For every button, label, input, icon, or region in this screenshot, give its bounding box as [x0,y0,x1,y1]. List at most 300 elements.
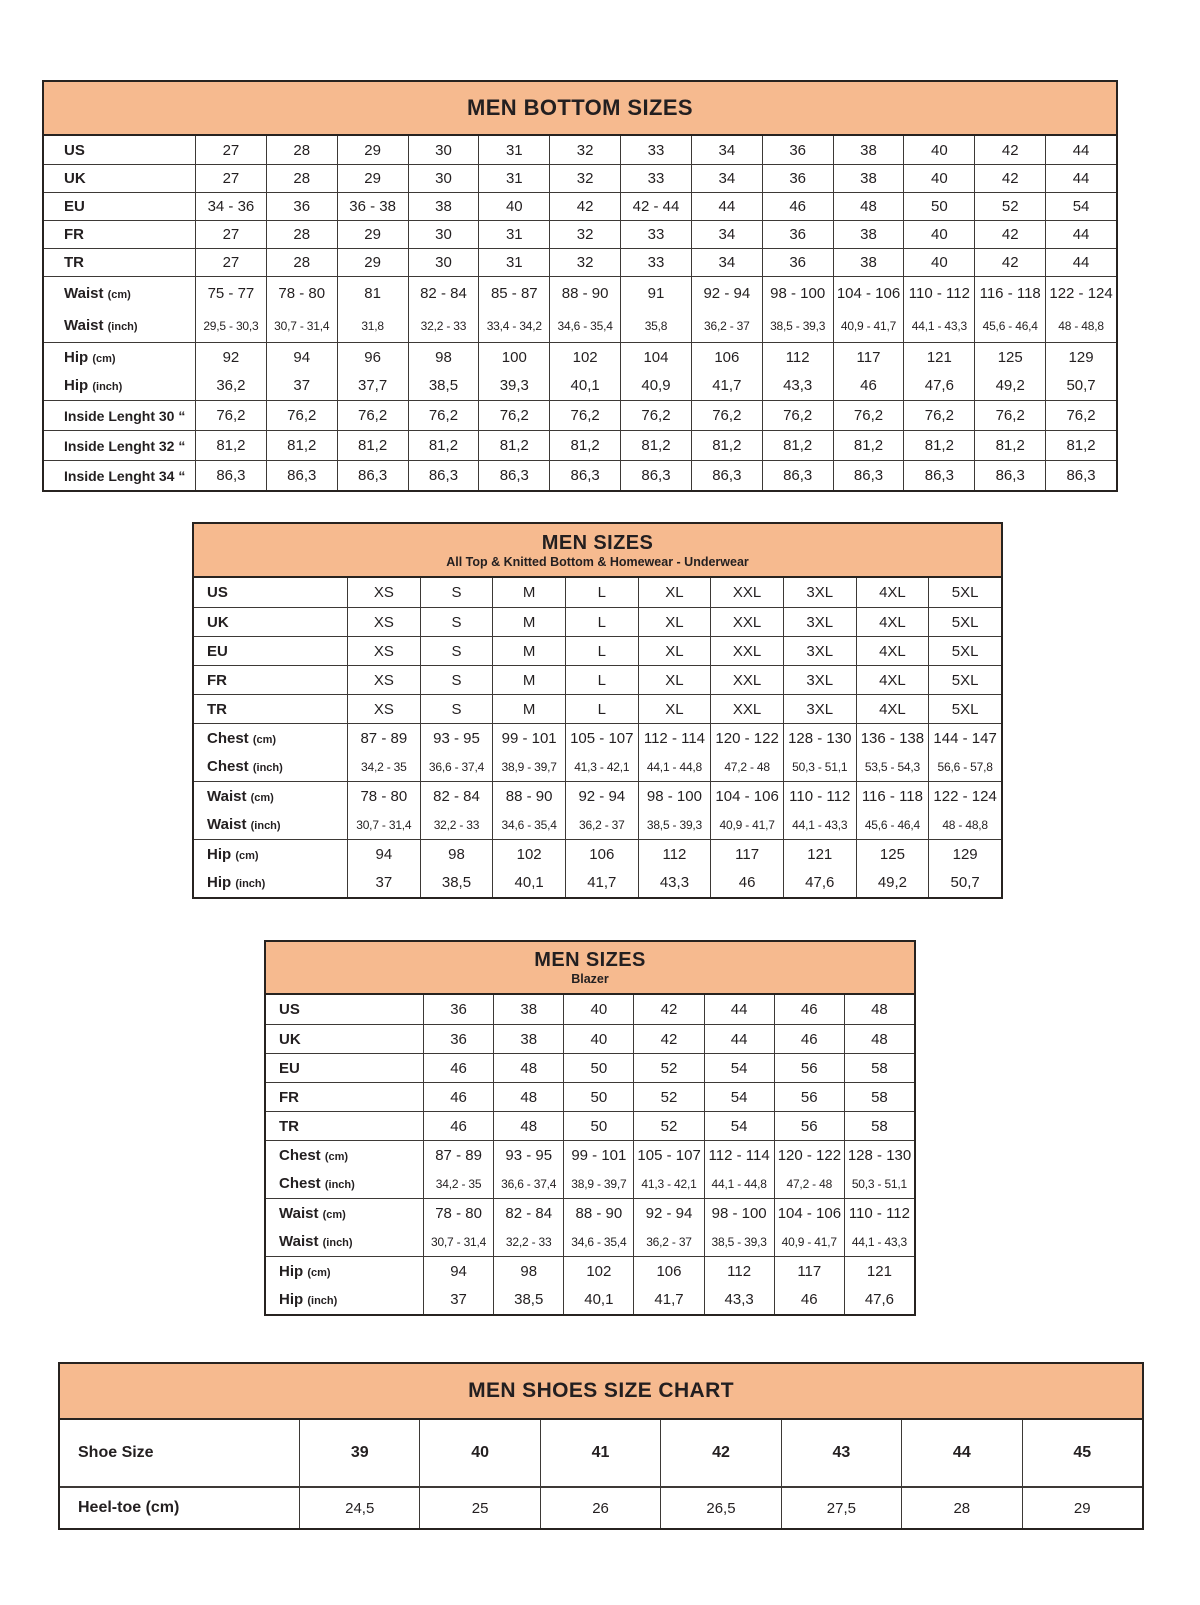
size-cell: 32 [549,248,620,276]
size-cell: 56,6 - 57,8 [928,752,1001,781]
size-cell: 36,2 - 37 [633,1227,703,1256]
size-cell: M [492,607,565,636]
size-cell: 58 [844,1053,914,1082]
size-cell: 29 [337,248,408,276]
size-cell: 40 [419,1420,539,1486]
size-cell: 40,9 - 41,7 [833,309,904,342]
size-cell: 82 - 84 [408,276,479,309]
size-cell: S [420,607,493,636]
size-cell: 125 [856,839,929,868]
size-cell: XS [347,578,420,607]
size-cell: 24,5 [299,1486,419,1528]
size-cell: 42 [974,164,1045,192]
table-subtitle: Blazer [571,972,609,986]
row-label-text: FR [64,226,84,243]
size-cell: 41,3 - 42,1 [633,1169,703,1198]
row-label-text: Waist [279,1233,319,1250]
size-cell: 104 - 106 [774,1198,844,1227]
row-label-text: US [207,584,228,601]
row-label-text: Hip [279,1291,304,1308]
size-cell: 40 [478,192,549,220]
size-cell: 48 [844,995,914,1024]
row-label [266,1082,423,1111]
size-cell: 86,3 [195,460,266,490]
row-label-unit: (cm) [250,791,274,804]
size-cell: 92 - 94 [691,276,762,309]
table-row [266,1256,914,1285]
size-cell: 38,5 [408,371,479,400]
size-cell: 125 [974,342,1045,371]
size-cell: 78 - 80 [423,1198,493,1227]
size-cell: 112 [704,1256,774,1285]
size-cell: 45 [1022,1420,1142,1486]
size-cell: 5XL [928,578,1001,607]
size-cell: 34,6 - 35,4 [549,309,620,342]
size-cell: 50,7 [928,868,1001,897]
size-cell: 44,1 - 43,3 [783,810,856,839]
row-label [44,220,195,248]
size-cell: 48 - 48,8 [1045,309,1116,342]
men-bottom-sizes-grid [42,80,1118,492]
row-label [266,1285,423,1314]
table-row [194,694,1001,723]
size-cell: 86,3 [691,460,762,490]
table-row [194,752,1001,781]
size-cell: 34,2 - 35 [347,752,420,781]
row-label [194,839,347,868]
row-label-unit: (cm) [322,1208,346,1221]
size-cell: 100 [478,342,549,371]
size-cell: 36 [266,192,337,220]
size-cell: 38 [833,164,904,192]
size-cell: 48 [844,1024,914,1053]
row-label-unit: (inch) [107,321,138,333]
size-cell: 91 [620,276,691,309]
size-cell: 40 [563,1024,633,1053]
size-cell: XL [638,578,711,607]
size-cell: 47,2 - 48 [774,1169,844,1198]
size-cell: 38 [833,136,904,164]
table-header [266,942,914,995]
size-cell: 81 [337,276,408,309]
table-row [194,868,1001,897]
size-cell: 33,4 - 34,2 [478,309,549,342]
size-cell: 112 [638,839,711,868]
size-cell: 30,7 - 31,4 [266,309,337,342]
size-cell: 46 [710,868,783,897]
size-cell: 41,3 - 42,1 [565,752,638,781]
size-cell: L [565,578,638,607]
size-cell: 76,2 [974,400,1045,430]
size-cell: 37 [347,868,420,897]
size-cell: 42 [660,1420,780,1486]
size-cell: 36,2 [195,371,266,400]
row-label-text: Waist [64,317,104,334]
size-cell: 81,2 [408,430,479,460]
size-cell: XXL [710,636,783,665]
size-cell: 117 [774,1256,844,1285]
size-cell: 44,1 - 43,3 [844,1227,914,1256]
size-cell: 47,2 - 48 [710,752,783,781]
size-cell: 75 - 77 [195,276,266,309]
table-row [194,665,1001,694]
row-label-text: Shoe Size [78,1444,154,1461]
size-cell: 76,2 [833,400,904,430]
size-cell: 37,7 [337,371,408,400]
men-shoes-table [58,1362,1144,1530]
row-label [266,1198,423,1227]
row-label [266,1024,423,1053]
size-cell: 38,5 - 39,3 [638,810,711,839]
size-cell: 88 - 90 [563,1198,633,1227]
size-cell: 76,2 [337,400,408,430]
size-cell: 112 - 114 [704,1140,774,1169]
size-cell: 38 [833,220,904,248]
size-cell: 40 [903,136,974,164]
size-cell: 48 [493,1053,563,1082]
row-label-text: Chest [207,729,249,747]
men-bottom-sizes-table [42,80,1118,492]
size-cell: 76,2 [195,400,266,430]
size-cell: 32 [549,164,620,192]
table-row [44,371,1116,400]
size-cell: 42 - 44 [620,192,691,220]
row-label-text: Chest [279,1146,321,1164]
size-cell: 29 [337,164,408,192]
size-cell: 102 [549,342,620,371]
row-label-text: UK [279,1030,301,1048]
size-cell: 86,3 [478,460,549,490]
row-label-unit: (inch) [250,820,281,832]
size-cell: 44 [1045,136,1116,164]
size-cell: M [492,578,565,607]
size-cell: L [565,636,638,665]
size-cell: XS [347,694,420,723]
size-cell: 38,5 [493,1285,563,1314]
row-label-text: FR [207,671,227,689]
row-label [266,1053,423,1082]
size-cell: 30,7 - 31,4 [423,1227,493,1256]
size-cell: 76,2 [549,400,620,430]
row-label [44,430,195,460]
size-cell: 49,2 [974,371,1045,400]
row-label-unit: (cm) [235,849,259,862]
size-cell: 36,6 - 37,4 [493,1169,563,1198]
size-cell: 53,5 - 54,3 [856,752,929,781]
row-label-text: Inside Lenght 32 “ [64,437,186,454]
table-row [266,1285,914,1314]
size-cell: 44 [1045,164,1116,192]
size-cell: 26,5 [660,1486,780,1528]
size-cell: 86,3 [266,460,337,490]
size-cell: 36 - 38 [337,192,408,220]
row-label [194,636,347,665]
size-cell: 32,2 - 33 [420,810,493,839]
row-label-unit: (inch) [307,1295,338,1307]
row-label-text: Waist [207,787,247,805]
size-cell: M [492,636,565,665]
size-cell: 98 [408,342,479,371]
size-cell: 37 [423,1285,493,1314]
size-cell: 28 [266,220,337,248]
size-cell: 5XL [928,694,1001,723]
size-cell: 34 [691,164,762,192]
size-cell: 50 [563,1111,633,1140]
row-label [44,248,195,276]
size-cell: 31 [478,136,549,164]
size-cell: 30 [408,248,479,276]
size-cell: 32 [549,136,620,164]
size-cell: 121 [844,1256,914,1285]
size-cell: 46 [423,1082,493,1111]
size-cell: 25 [419,1486,539,1528]
table-title: MEN SHOES SIZE CHART [468,1379,734,1402]
size-cell: 27 [195,136,266,164]
size-cell: 86,3 [620,460,691,490]
size-cell: 4XL [856,578,929,607]
size-cell: 36,2 - 37 [565,810,638,839]
size-cell: 94 [347,839,420,868]
size-cell: 42 [633,995,703,1024]
size-cell: 46 [774,1285,844,1314]
size-cell: 122 - 124 [1045,276,1116,309]
size-cell: 104 [620,342,691,371]
size-cell: 81,2 [903,430,974,460]
row-label-text: FR [279,1088,299,1106]
size-cell: 81,2 [974,430,1045,460]
size-cell: 44 [704,995,774,1024]
size-cell: 78 - 80 [266,276,337,309]
size-cell: XXL [710,694,783,723]
table-header-row [194,524,1001,578]
row-label-text: Hip [207,874,232,891]
size-cell: 44 [901,1420,1021,1486]
size-cell: S [420,578,493,607]
men-sizes-blazer-table [264,940,916,1316]
size-cell: 40,9 - 41,7 [710,810,783,839]
size-cell: 48 [833,192,904,220]
table-header [44,82,1116,136]
table-row [44,248,1116,276]
size-cell: XS [347,636,420,665]
size-cell: 92 - 94 [633,1198,703,1227]
size-cell: 43,3 [762,371,833,400]
size-cell: 36,6 - 37,4 [420,752,493,781]
size-cell: 110 - 112 [903,276,974,309]
size-cell: 33 [620,164,691,192]
size-cell: L [565,665,638,694]
size-cell: 98 - 100 [638,781,711,810]
size-cell: 28 [266,248,337,276]
size-cell: 112 - 114 [638,723,711,752]
row-label-text: TR [207,700,227,718]
row-label [44,192,195,220]
table-header-row [266,942,914,995]
size-cell: 5XL [928,636,1001,665]
size-cell: 32 [549,220,620,248]
size-cell: 104 - 106 [710,781,783,810]
size-cell: 31 [478,248,549,276]
table-row [60,1486,1142,1528]
size-cell: 76,2 [408,400,479,430]
size-cell: S [420,636,493,665]
men-shoes-grid [58,1362,1144,1530]
table-row [266,1082,914,1111]
table-header-row [60,1364,1142,1420]
size-cell: 47,6 [783,868,856,897]
size-cell: 36 [423,995,493,1024]
size-cell: 78 - 80 [347,781,420,810]
size-cell: 76,2 [620,400,691,430]
size-cell: 98 - 100 [704,1198,774,1227]
row-label [194,810,347,839]
size-cell: 49,2 [856,868,929,897]
size-cell: 86,3 [337,460,408,490]
size-cell: 104 - 106 [833,276,904,309]
size-cell: 41 [540,1420,660,1486]
size-cell: 93 - 95 [420,723,493,752]
size-cell: 86,3 [762,460,833,490]
size-cell: 82 - 84 [493,1198,563,1227]
row-label-text: Inside Lenght 34 “ [64,467,186,484]
row-label-text: Hip [64,377,89,394]
size-cell: 41,7 [565,868,638,897]
row-label-text: Waist [207,816,247,833]
row-label-unit: (inch) [92,381,123,393]
row-label-unit: (cm) [107,288,131,301]
row-label [194,723,347,752]
row-label-unit: (cm) [252,733,277,746]
size-cell: 39,3 [478,371,549,400]
row-label [266,995,423,1024]
table-row [266,1053,914,1082]
table-title: MEN SIZES [534,949,646,971]
size-cell: 42 [549,192,620,220]
row-label-text: US [64,141,85,159]
size-cell: 81,2 [337,430,408,460]
size-cell: 42 [974,136,1045,164]
men-sizes-blazer-grid [264,940,916,1316]
size-cell: 81,2 [195,430,266,460]
size-cell: 29,5 - 30,3 [195,309,266,342]
size-cell: 3XL [783,694,856,723]
size-cell: 56 [774,1082,844,1111]
size-cell: 92 [195,342,266,371]
row-label [44,371,195,400]
size-cell: 38,5 - 39,3 [704,1227,774,1256]
size-cell: 48 - 48,8 [928,810,1001,839]
table-row [266,1024,914,1053]
size-cell: 28 [901,1486,1021,1528]
size-cell: 36 [423,1024,493,1053]
size-cell: 44,1 - 43,3 [903,309,974,342]
size-cell: 29 [337,220,408,248]
size-cell: 50,3 - 51,1 [783,752,856,781]
size-cell: 27 [195,248,266,276]
size-cell: 27,5 [781,1486,901,1528]
size-cell: 4XL [856,694,929,723]
size-cell: 50,3 - 51,1 [844,1169,914,1198]
size-cell: 47,6 [903,371,974,400]
size-cell: 34 [691,136,762,164]
size-cell: 86,3 [1045,460,1116,490]
row-label-text: TR [64,254,84,271]
size-cell: 27 [195,164,266,192]
size-cell: 44 [691,192,762,220]
size-cell: 30 [408,136,479,164]
size-cell: 56 [774,1111,844,1140]
size-cell: 98 [420,839,493,868]
size-cell: 40,1 [549,371,620,400]
row-label-text: US [279,1001,300,1018]
row-label [194,752,347,781]
row-label-text: EU [64,198,85,215]
size-cell: 42 [633,1024,703,1053]
row-label-text: Heel-toe (cm) [78,1499,180,1516]
row-label-text: Waist [64,284,104,302]
row-label [44,276,195,309]
size-cell: 3XL [783,636,856,665]
row-label-text: Waist [279,1204,319,1222]
size-cell: 50,7 [1045,371,1116,400]
table-row [266,1227,914,1256]
size-cell: 46 [774,995,844,1024]
size-cell: 35,8 [620,309,691,342]
size-cell: XL [638,665,711,694]
size-cell: XL [638,607,711,636]
row-label-unit: (cm) [307,1266,331,1279]
size-cell: 28 [266,136,337,164]
size-cell: 33 [620,136,691,164]
size-cell: 38 [493,995,563,1024]
size-cell: 81,2 [1045,430,1116,460]
size-cell: 85 - 87 [478,276,549,309]
row-label [266,1140,423,1169]
row-label-text: UK [207,613,229,631]
size-cell: 96 [337,342,408,371]
size-cell: 76,2 [762,400,833,430]
size-cell: 54 [1045,192,1116,220]
size-cell: 102 [563,1256,633,1285]
size-cell: 4XL [856,607,929,636]
table-row [44,342,1116,371]
size-cell: 31 [478,220,549,248]
size-cell: 81,2 [549,430,620,460]
size-cell: 117 [710,839,783,868]
size-cell: L [565,694,638,723]
size-cell: 99 - 101 [563,1140,633,1169]
row-label [266,1256,423,1285]
table-row [44,430,1116,460]
table-header [60,1364,1142,1420]
size-cell: XL [638,636,711,665]
table-row [44,460,1116,490]
row-label-text: Hip [279,1262,304,1280]
size-cell: 33 [620,220,691,248]
size-cell: 44,1 - 44,8 [638,752,711,781]
row-label-unit: (cm) [324,1150,349,1163]
size-cell: 98 - 100 [762,276,833,309]
size-cell: XXL [710,607,783,636]
size-cell: 40,9 [620,371,691,400]
size-cell: 48 [493,1082,563,1111]
size-cell: 43,3 [638,868,711,897]
row-label [194,607,347,636]
size-cell: 52 [633,1082,703,1111]
table-row [44,400,1116,430]
size-cell: XS [347,607,420,636]
size-cell: XXL [710,665,783,694]
